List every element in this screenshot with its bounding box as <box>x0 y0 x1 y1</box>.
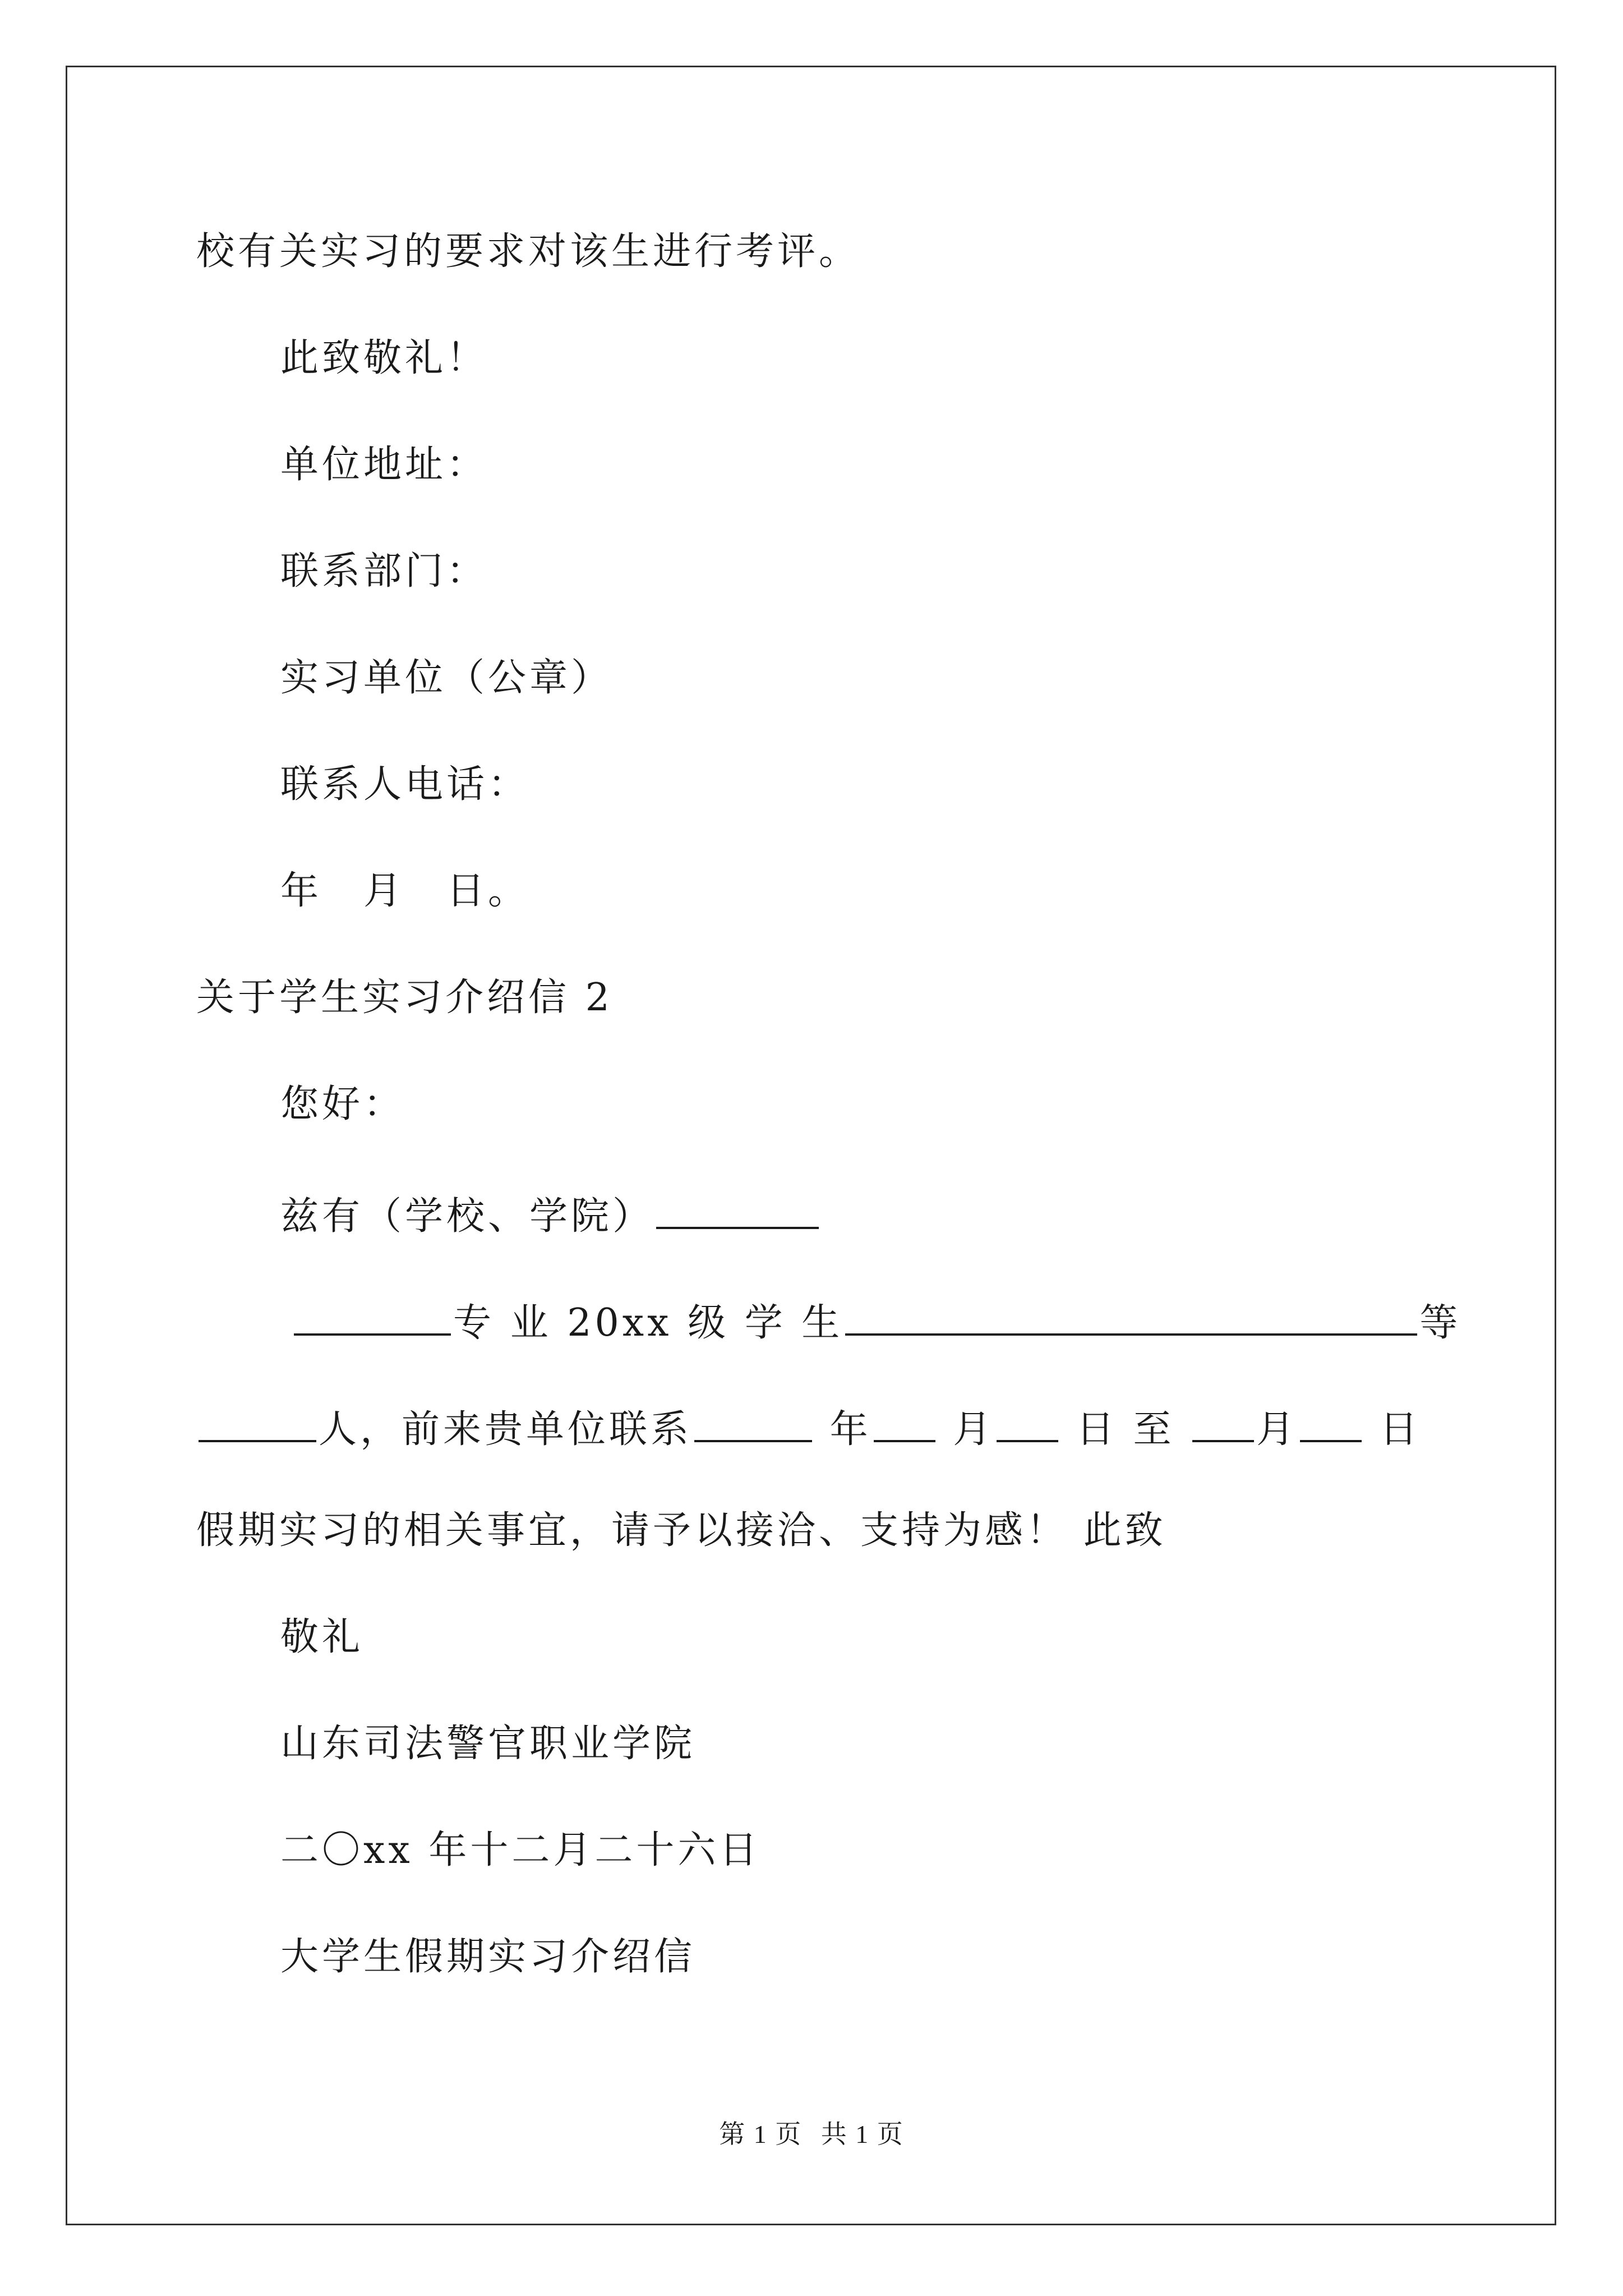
text-fragment: 日 <box>1379 1407 1421 1452</box>
school-label: 兹有（学校、学院） <box>280 1194 654 1239</box>
date-range-line <box>196 1405 1421 1452</box>
text-line: 假期实习的相关事宜，请予以接洽、支持为感！ 此致 <box>196 1508 1166 1553</box>
greeting: 您好： <box>280 1082 405 1126</box>
blank-field <box>845 1299 1417 1336</box>
blank-field <box>656 1192 819 1229</box>
page-footer <box>0 2114 1623 2151</box>
blank-field <box>294 1299 451 1336</box>
text-fragment: 日 至 <box>1076 1407 1175 1452</box>
text-fragment: 人，前来贵单位联系 <box>319 1407 693 1452</box>
unit-address-label: 单位地址： <box>280 443 488 487</box>
page-number: 第 1 页 <box>719 2120 803 2148</box>
signature-date: 二〇xx 年十二月二十六日 <box>280 1828 761 1872</box>
date-line: 年 月 日。 <box>280 869 530 913</box>
page-border <box>66 66 1556 2225</box>
major-line <box>292 1299 1461 1345</box>
blank-field <box>1300 1405 1362 1442</box>
text-fragment: 等 <box>1419 1301 1461 1345</box>
text-fragment: 月 <box>1256 1407 1298 1452</box>
section-title: 关于学生实习介绍信 2 <box>196 976 613 1020</box>
blank-field <box>874 1405 935 1442</box>
blank-field <box>997 1405 1058 1442</box>
signature-institution: 山东司法警官职业学院 <box>280 1722 696 1766</box>
salutation-closing: 敬礼 <box>280 1615 364 1659</box>
section-title: 大学生假期实习介绍信 <box>280 1935 696 1979</box>
blank-field <box>1192 1405 1254 1442</box>
school-line <box>280 1192 821 1239</box>
contact-phone-label: 联系人电话： <box>280 762 530 807</box>
blank-field <box>694 1405 812 1442</box>
internship-unit-seal-label: 实习单位（公章） <box>280 656 613 700</box>
salutation-closing: 此致敬礼！ <box>280 336 488 380</box>
page-total: 共 1 页 <box>820 2120 904 2148</box>
text-fragment: 月 <box>953 1407 995 1452</box>
text-line: 校有关实习的要求对该生进行考评。 <box>196 229 861 274</box>
blank-field <box>199 1405 316 1442</box>
text-fragment: 年 <box>829 1407 872 1452</box>
contact-department-label: 联系部门： <box>280 549 488 593</box>
major-label: 专 业 20xx 级 学 生 <box>453 1301 843 1345</box>
